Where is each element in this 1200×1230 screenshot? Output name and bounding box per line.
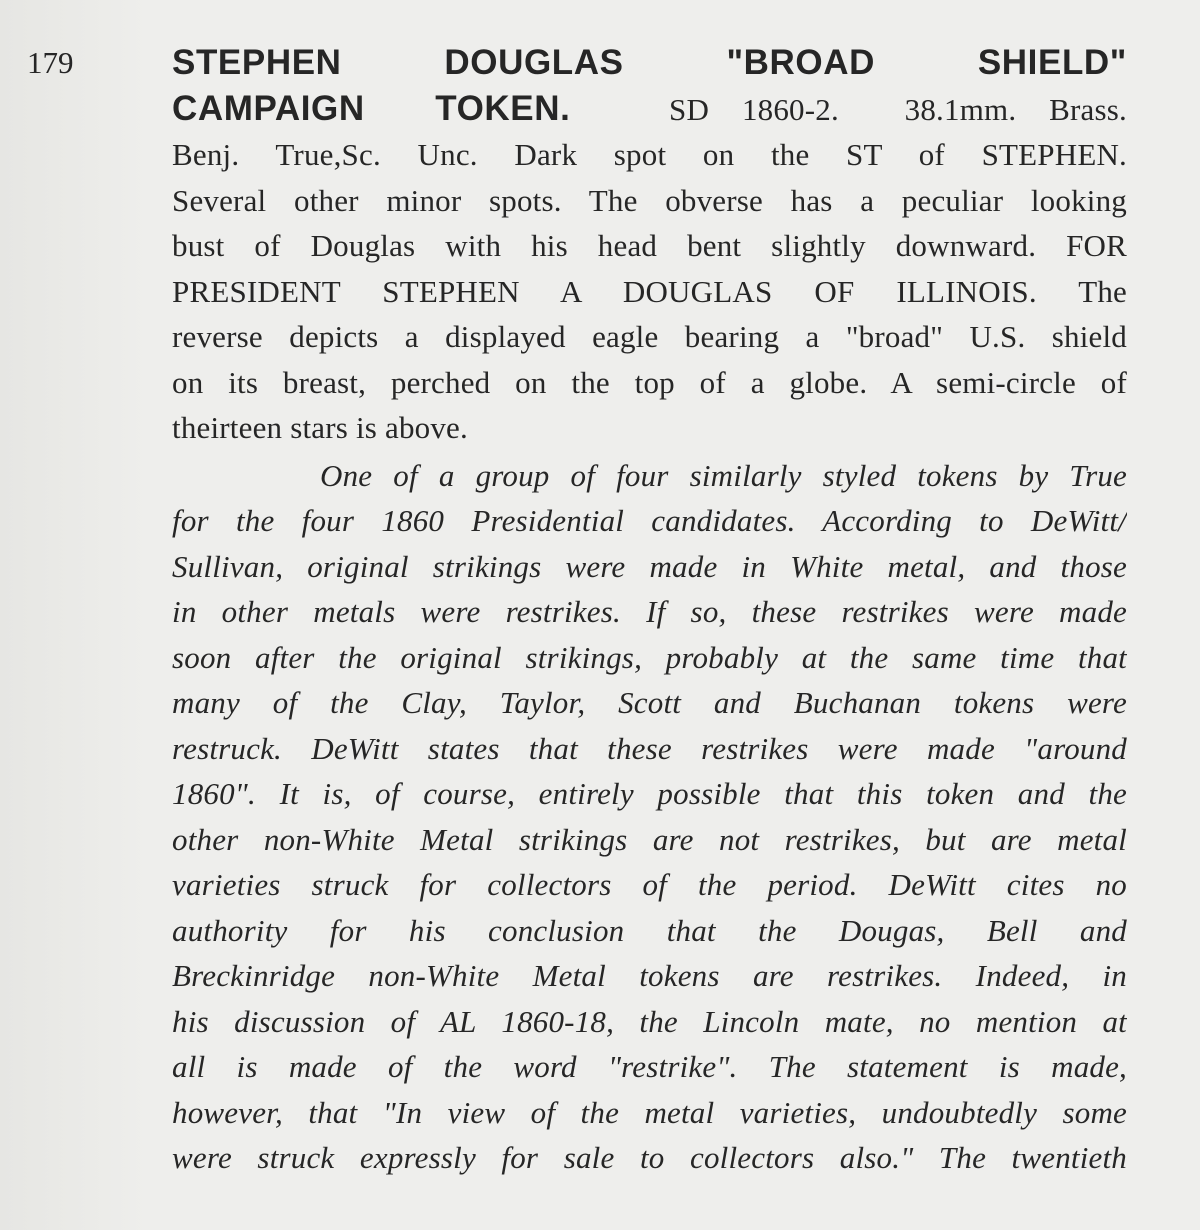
description-line-3: Several other minor spots. The obverse has a peculiar looking [172, 182, 1127, 218]
note-line-4: in other metals were restrikes. If so, these restrikes were made [172, 594, 1127, 629]
lot-title-line-1: STEPHEN DOUGLAS "BROAD SHIELD" [172, 43, 1127, 82]
description-line-5: PRESIDENT STEPHEN A DOUGLAS OF ILLINOIS. The [172, 273, 1127, 309]
note-line-16: were struck expressly for sale to collectors also." The twentieth [172, 1140, 1127, 1175]
description-line-4: bust of Douglas with his head bent slightly downward. FOR [172, 228, 1127, 263]
page-margin [0, 0, 150, 1230]
lot-description [172, 40, 1127, 451]
note-line-14: all is made of the word "restrike". The statement is made, [172, 1049, 1127, 1084]
note-line-9: other non-White Metal strikings are not restrikes, but are metal [172, 821, 1127, 857]
description-line-2: Benj. True,Sc. Unc. Dark spot on the ST of STEPHEN. [172, 137, 1127, 172]
note-line-10: varieties struck for collectors of the period. DeWitt cites no [172, 867, 1127, 902]
lot-title-continued: CAMPAIGN TOKEN. [172, 88, 571, 128]
note-line-12: Breckinridge non-White Metal tokens are restrikes. Indeed, in [172, 958, 1127, 993]
note-line-15: however, that "In view of the metal varieties, undoubtedly some [172, 1094, 1127, 1130]
lot-note [172, 453, 1127, 1181]
note-line-6: many of the Clay, Taylor, Scott and Buchanan tokens were [172, 685, 1127, 720]
note-line-7: restruck. DeWitt states that these restrikes were made "around [172, 730, 1127, 766]
description-line-8: theirteen stars is above. [172, 410, 468, 445]
note-line-11: authority for his conclusion that the Dougas, Bell and [172, 912, 1127, 948]
note-line-2: for the four 1860 Presidential candidates. According to DeWitt/ [172, 503, 1127, 538]
note-line-3: Sullivan, original strikings were made in White metal, and those [172, 548, 1127, 584]
note-line-8: 1860". It is, of course, entirely possible that this token and the [172, 776, 1127, 811]
description-line-6: reverse depicts a displayed eagle bearing a "broad" U.S. shield [172, 319, 1127, 354]
note-line-1: One of a group of four similarly styled tokens by True [320, 457, 1127, 493]
description-line-1: SD 1860-2. 38.1mm. Brass. [669, 91, 1127, 127]
note-line-13: his discussion of AL 1860-18, the Lincoln mate, no mention at [172, 1003, 1127, 1039]
description-line-7: on its breast, perched on the top of a globe. A semi-circle of [172, 364, 1127, 400]
lot-number: 179 [27, 45, 74, 80]
catalog-entry [172, 40, 1127, 1181]
lot-title-line-2 [172, 86, 1127, 133]
note-line-5: soon after the original strikings, probably at the same time that [172, 639, 1127, 675]
